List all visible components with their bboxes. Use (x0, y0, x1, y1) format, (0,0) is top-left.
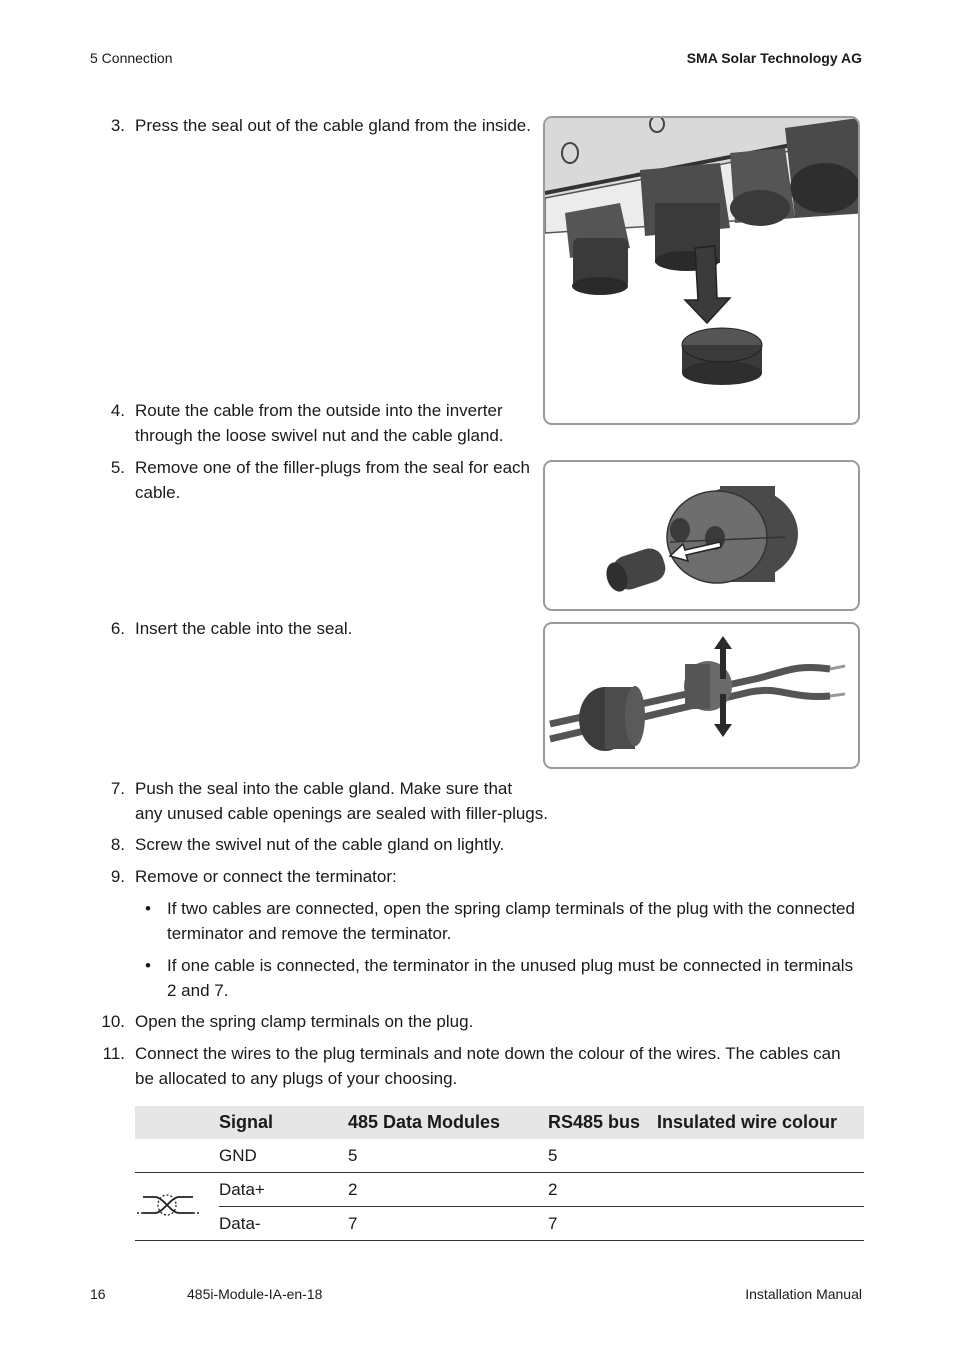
table-header-icon (135, 1106, 219, 1139)
table-header-signal: Signal (219, 1106, 348, 1139)
table-header-rs485-bus: RS485 bus (548, 1106, 657, 1139)
twisted-pair-cell (135, 1173, 219, 1241)
figure-cable-insert (543, 622, 860, 769)
figure-seal-removal (543, 116, 860, 425)
seal-removal-illustration (545, 118, 858, 423)
header-section: 5 Connection (90, 50, 173, 66)
twisted-pair-icon (135, 1189, 199, 1219)
table-header-485-data-modules: 485 Data Modules (348, 1106, 548, 1139)
table-row: GND 5 5 (135, 1139, 864, 1173)
table-header-wire-colour: Insulated wire colour (657, 1106, 864, 1139)
footer-doc-id: 485i-Module-IA-en-18 (187, 1286, 323, 1302)
signal-table (135, 1106, 864, 1241)
footer-page-number: 16 (90, 1286, 106, 1302)
table-row: Data+ 2 2 (135, 1173, 864, 1207)
table-row: Data- 7 7 (135, 1207, 864, 1241)
figure-filler-plug (543, 460, 860, 611)
footer-title: Installation Manual (745, 1286, 862, 1302)
cable-insert-illustration (545, 624, 858, 767)
filler-plug-illustration (545, 462, 858, 609)
table-header-row (135, 1106, 864, 1139)
header-company: SMA Solar Technology AG (686, 50, 862, 66)
